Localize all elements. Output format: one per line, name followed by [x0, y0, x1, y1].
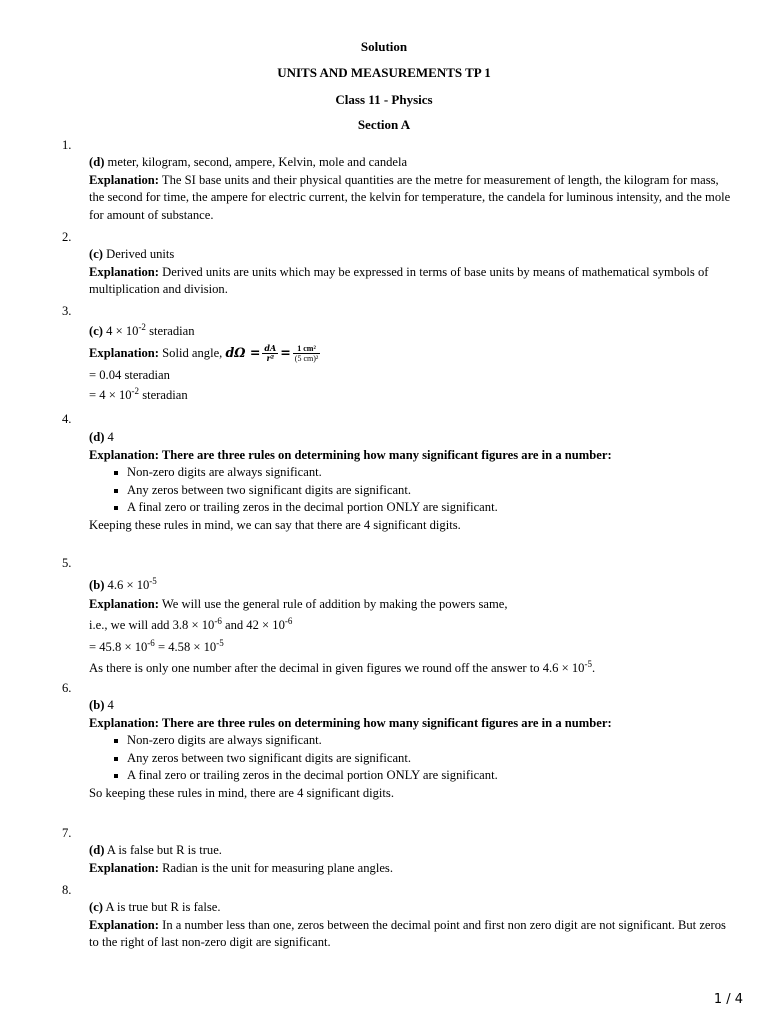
question-number: 1.: [62, 138, 72, 152]
explanation: [89, 341, 734, 365]
explanation: [89, 596, 734, 614]
doc-class: Class 11 - Physics: [335, 92, 433, 107]
explanation-text: We will use the general rule of addition by making the powers same,: [159, 596, 508, 611]
question-number: 2.: [62, 230, 72, 244]
question-number: 6.: [62, 681, 72, 695]
calc-text: = 45.8 × 10: [89, 639, 148, 654]
explanation-label: Explanation:: [89, 860, 159, 875]
conclusion: Keeping these rules in mind, we can say that there are 4 significant digits.: [89, 517, 461, 532]
exponent: -2: [138, 322, 146, 332]
explanation-text: The SI base units and their physical quantities are the metre for measurement of length, the kilogram for mass, the second for time, the ampere for electric current, the kelvin for temperature, the candela for luminous intensity, and the mole for amount of substance.: [89, 172, 731, 222]
answer-option: (d): [89, 155, 105, 169]
answer-text: meter, kilogram, second, ampere, Kelvin, mole and candela: [104, 155, 408, 169]
fraction: [293, 344, 321, 363]
answer-block-2: [89, 246, 734, 299]
question-number: 4.: [62, 412, 72, 426]
explanation-label: Explanation:: [89, 345, 159, 360]
fraction-denominator: r²: [266, 353, 275, 364]
calc-line: [89, 387, 734, 405]
exponent: -5: [149, 576, 157, 586]
answer-option: (b): [89, 698, 105, 712]
conclusion: So keeping these rules in mind, there are 4 significant digits.: [89, 785, 394, 800]
answer-text: Derived units: [102, 247, 175, 261]
answer-text: 4 × 10: [102, 324, 139, 338]
exponent: -6: [147, 637, 155, 648]
answer-line: [89, 323, 734, 341]
answer-text: A is true but R is false.: [102, 900, 221, 914]
explanation-text: Derived units are units which may be expressed in terms of base units by means of mathematical symbols of multiplication and division.: [89, 264, 709, 297]
fraction: [262, 344, 278, 363]
answer-option: (c): [89, 900, 103, 914]
explanation-label: Explanation:: [89, 917, 159, 932]
rules-list: [89, 732, 734, 785]
list-item: A final zero or trailing zeros in the decimal portion ONLY are significant.: [127, 767, 734, 785]
explanation-label: Explanation:: [89, 596, 159, 611]
answer-block-8: [89, 899, 734, 952]
explanation-label: Explanation: There are three rules on determining how many significant figures are in a number:: [89, 715, 612, 730]
explanation-label: Explanation: There are three rules on determining how many significant figures are in a number:: [89, 447, 612, 462]
explanation: [89, 715, 734, 733]
exponent: -6: [214, 616, 222, 627]
list-item: A final zero or trailing zeros in the decimal portion ONLY are significant.: [127, 499, 734, 517]
calc-line: [89, 617, 734, 635]
exponent: -5: [216, 637, 224, 648]
answer-text: 4: [104, 430, 114, 444]
answer-block-5: [89, 577, 734, 678]
section-heading: Section A: [357, 117, 411, 132]
calc-line: = 0.04 steradian: [89, 367, 170, 382]
answer-option: (b): [89, 578, 105, 592]
question-number: 5.: [62, 556, 72, 570]
solid-angle-formula: dΩ =: [225, 344, 261, 360]
answer-block-3: [89, 323, 734, 405]
calc-text: = 4.58 × 10: [154, 639, 217, 654]
answer-line: [89, 154, 734, 172]
calc-line: [89, 660, 734, 678]
answer-line: [89, 697, 734, 715]
question-number: 8.: [62, 883, 72, 897]
explanation: [89, 860, 734, 878]
answer-line: [89, 899, 734, 917]
fraction-denominator: (5 cm)²: [294, 354, 319, 364]
explanation-label: Explanation:: [89, 172, 159, 187]
question-number: 3.: [62, 304, 72, 318]
answer-text: A is false but R is true.: [104, 843, 222, 857]
doc-title: Solution: [360, 39, 408, 54]
answer-block-1: [89, 154, 734, 224]
rules-list: [89, 464, 734, 517]
list-item: Non-zero digits are always significant.: [127, 732, 734, 750]
answer-option: (c): [89, 324, 103, 338]
page-number: 1 / 4: [713, 992, 743, 1007]
calc-text: As there is only one number after the decimal in given figures we round off the answer to 4.6 × 10: [89, 661, 585, 676]
equals-sign: =: [280, 344, 291, 360]
answer-block-6: [89, 697, 734, 803]
answer-line: [89, 842, 734, 860]
answer-line: [89, 577, 734, 595]
calc-text: steradian: [139, 388, 188, 403]
exponent: -5: [584, 659, 592, 670]
calc-text: and 42 × 10: [221, 618, 285, 633]
answer-text: 4: [104, 698, 114, 712]
calc-text: = 4 × 10: [89, 388, 132, 403]
calc-text: .: [591, 661, 596, 676]
exponent: -6: [284, 616, 293, 627]
explanation: [89, 917, 734, 952]
explanation-label: Explanation:: [89, 264, 159, 279]
answer-text: steradian: [145, 324, 195, 338]
answer-line: [89, 246, 734, 264]
answer-option: (d): [89, 430, 105, 444]
answer-block-4: [89, 429, 734, 535]
explanation: [89, 447, 734, 465]
answer-line: [89, 429, 734, 447]
answer-text: 4.6 × 10: [104, 578, 150, 592]
question-number: 7.: [62, 826, 72, 840]
doc-subtitle: UNITS AND MEASUREMENTS TP 1: [277, 65, 491, 80]
list-item: Non-zero digits are always significant.: [127, 464, 734, 482]
answer-option: (d): [89, 843, 105, 857]
list-item: Any zeros between two significant digits are significant.: [127, 482, 734, 500]
fraction-numerator: dA: [264, 343, 277, 354]
list-item: Any zeros between two significant digits are significant.: [127, 750, 734, 768]
explanation-text: Radian is the unit for measuring plane angles.: [159, 860, 393, 875]
exponent: -2: [131, 386, 140, 397]
answer-block-7: [89, 842, 734, 877]
answer-option: (c): [89, 247, 103, 261]
fraction-numerator: 1 cm²: [293, 344, 321, 354]
calc-text: i.e., we will add 3.8 × 10: [89, 618, 215, 633]
explanation: [89, 264, 734, 299]
explanation-text: In a number less than one, zeros between the decimal point and first non zero digit are not significant. But zeros to the right of last non-zero digit are significant.: [89, 917, 726, 950]
explanation: [89, 172, 734, 225]
calc-line: [89, 639, 734, 657]
explanation-text: Solid angle,: [159, 345, 226, 360]
